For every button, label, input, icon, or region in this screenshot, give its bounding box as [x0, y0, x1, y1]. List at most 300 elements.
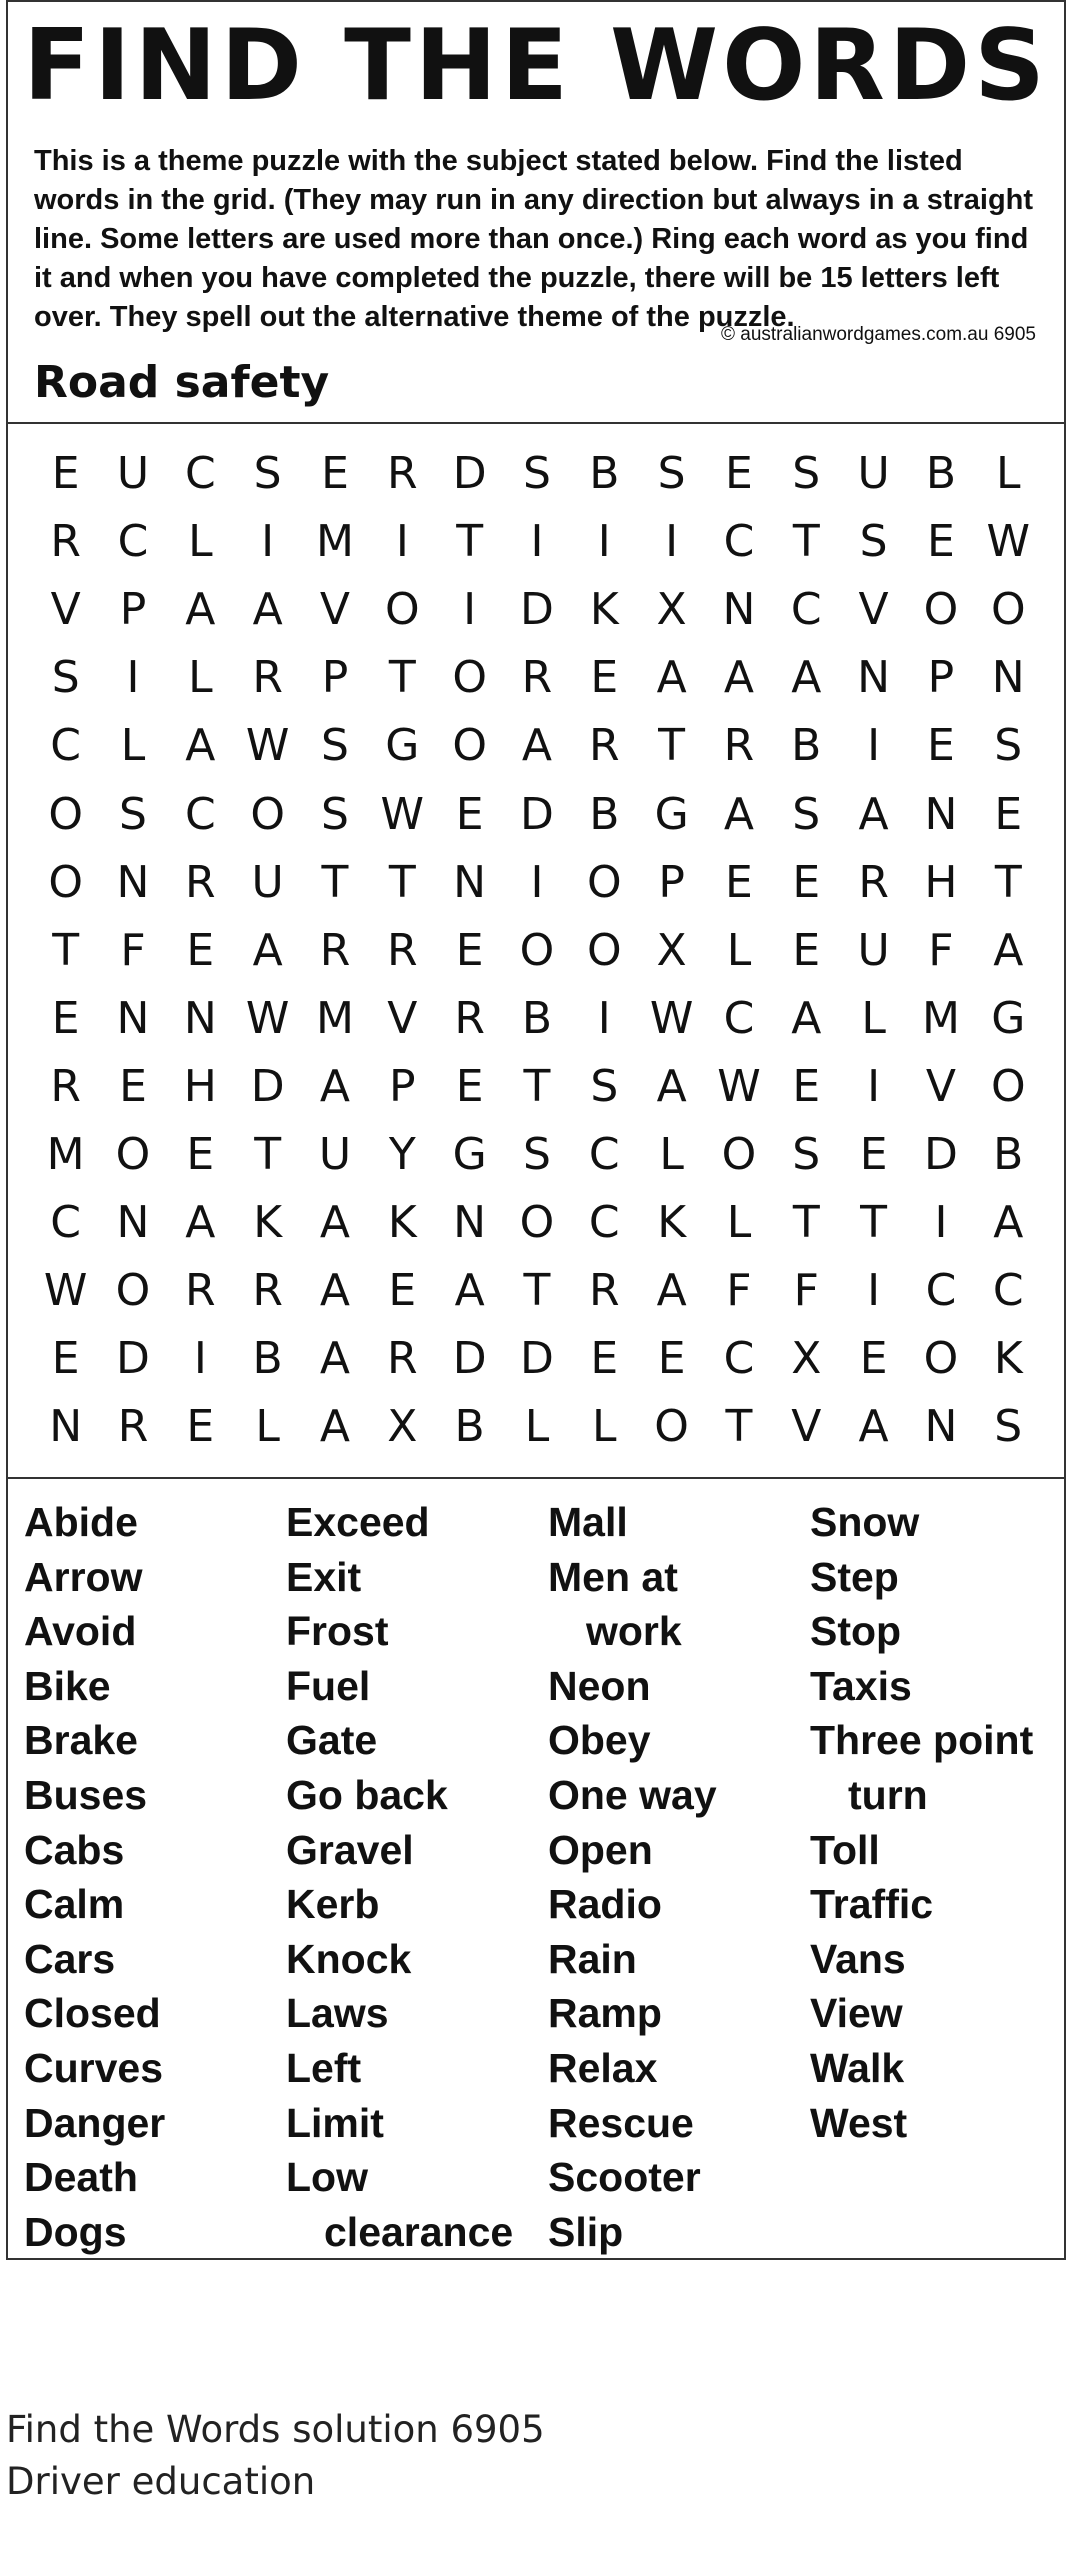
grid-letter[interactable]: U [251, 856, 284, 908]
grid-letter[interactable]: O [452, 720, 487, 772]
grid-letter[interactable]: W [43, 1265, 88, 1317]
grid-letter[interactable]: C [50, 1197, 82, 1249]
grid-letter[interactable]: E [186, 924, 215, 976]
grid-letter[interactable]: S [522, 1129, 551, 1180]
grid-letter[interactable]: S [253, 448, 282, 499]
grid-letter[interactable]: E [119, 1060, 147, 1112]
word-list-item: Buses [24, 1771, 148, 1818]
grid-letter[interactable]: L [188, 516, 213, 568]
puzzle-title: FIND THE WORDS [23, 9, 1049, 123]
grid-letter[interactable]: T [792, 1197, 820, 1249]
grid-letter[interactable]: D [116, 1333, 150, 1385]
grid-letter[interactable]: O [654, 1401, 689, 1453]
grid-letter[interactable]: B [589, 788, 620, 840]
word-list-item: turn [848, 1771, 928, 1818]
grid-letter[interactable]: N [722, 584, 756, 636]
grid-letter[interactable]: G [991, 992, 1026, 1044]
grid-letter[interactable]: C [723, 1333, 755, 1385]
grid-letter[interactable]: M [315, 992, 354, 1044]
grid-letter[interactable]: X [387, 1401, 418, 1453]
grid-letter[interactable]: T [388, 856, 416, 908]
grid-letter[interactable]: C [992, 1265, 1024, 1317]
grid-letter[interactable]: G [385, 720, 420, 772]
word-list-item: Three point [810, 1717, 1034, 1764]
grid-row [32, 644, 1042, 712]
grid-letter[interactable]: P [389, 1060, 416, 1112]
grid-letter[interactable]: S [792, 448, 821, 499]
grid-row [32, 1325, 1042, 1393]
grid-letter[interactable]: C [723, 516, 755, 568]
word-list-item: Avoid [24, 1608, 137, 1655]
grid-letter[interactable]: O [923, 584, 959, 636]
grid-letter[interactable]: G [654, 788, 689, 840]
grid-letter[interactable]: A [252, 584, 283, 636]
grid-letter[interactable]: R [589, 720, 620, 772]
word-list-item: Cars [24, 1935, 116, 1982]
grid-letter[interactable]: M [921, 992, 960, 1044]
word-list-item: Gravel [286, 1826, 414, 1873]
grid-letter[interactable]: S [119, 788, 147, 840]
grid-letter[interactable]: M [315, 516, 354, 568]
grid-letter[interactable]: V [858, 584, 889, 636]
grid-letter[interactable]: N [924, 1401, 958, 1453]
word-list-item: Slip [548, 2208, 624, 2255]
word-list-item: Dogs [24, 2208, 127, 2255]
grid-letter[interactable]: I [463, 584, 477, 636]
grid-letter[interactable]: R [185, 856, 216, 908]
word-list-item: Vans [810, 1935, 906, 1982]
grid-letter[interactable]: B [925, 448, 957, 499]
grid-letter[interactable]: V [925, 1060, 956, 1112]
word-list-item: Men at [548, 1553, 678, 1600]
grid-letter[interactable]: I [193, 1333, 207, 1385]
grid-letter[interactable]: E [792, 924, 821, 976]
grid-letter[interactable]: O [48, 788, 83, 840]
grid-letter[interactable]: T [860, 1197, 888, 1249]
word-list-item: Calm [24, 1881, 125, 1928]
grid-letter[interactable]: E [859, 1333, 888, 1385]
grid-letter[interactable]: A [319, 1197, 351, 1249]
grid-letter[interactable]: A [993, 924, 1024, 976]
grid-letter[interactable]: N [924, 788, 958, 840]
grid-letter[interactable]: T [321, 856, 349, 908]
grid-letter[interactable]: E [186, 1401, 215, 1453]
word-list-item: Exceed [286, 1499, 430, 1545]
grid-letter[interactable]: L [255, 1401, 280, 1453]
word-list-item: Stop [810, 1608, 902, 1655]
grid-letter[interactable]: D [452, 448, 487, 499]
grid-letter[interactable]: P [321, 652, 349, 704]
grid-letter[interactable]: Y [388, 1129, 416, 1180]
word-list-item: clearance [324, 2208, 514, 2255]
grid-letter[interactable]: S [994, 1401, 1023, 1453]
grid-letter[interactable]: T [523, 1265, 551, 1317]
grid-letter[interactable]: X [656, 584, 687, 636]
grid-letter[interactable]: C [588, 1197, 620, 1249]
word-list-item: One way [548, 1771, 717, 1818]
grid-letter[interactable]: B [454, 1401, 485, 1453]
word-list-item: Kerb [286, 1881, 380, 1928]
grid-letter[interactable]: T [725, 1401, 753, 1453]
grid-row [32, 917, 1042, 985]
grid-letter[interactable]: E [186, 1129, 215, 1180]
grid-letter[interactable]: K [993, 1333, 1023, 1385]
grid-letter[interactable]: A [521, 720, 553, 772]
grid-letter[interactable]: C [723, 992, 755, 1044]
grid-letter[interactable]: W [245, 720, 290, 772]
grid-letter[interactable]: A [319, 1401, 351, 1453]
grid-letter[interactable]: C [588, 1129, 620, 1180]
grid-letter[interactable]: A [791, 992, 822, 1044]
word-list-item: West [810, 2099, 908, 2146]
grid-letter[interactable]: A [656, 1265, 687, 1317]
grid-letter[interactable]: B [252, 1333, 283, 1385]
grid-letter[interactable]: T [523, 1060, 551, 1112]
grid-letter[interactable]: B [993, 1129, 1024, 1180]
grid-letter[interactable]: W [649, 992, 694, 1044]
grid-letter[interactable]: R [252, 1265, 283, 1317]
grid-letter[interactable]: S [522, 448, 551, 499]
solution-answer: Driver education [6, 2460, 316, 2503]
grid-letter[interactable]: E [859, 1129, 888, 1180]
grid-letter[interactable]: L [861, 992, 886, 1044]
grid-letter[interactable]: T [52, 924, 80, 976]
grid-letter[interactable]: A [252, 924, 283, 976]
grid-letter[interactable]: I [395, 516, 409, 568]
word-list-item: Taxis [810, 1662, 912, 1709]
grid-letter[interactable]: S [590, 1060, 619, 1112]
grid-letter[interactable]: T [994, 856, 1022, 908]
grid-letter[interactable]: E [455, 1060, 484, 1112]
grid-letter[interactable]: O [250, 788, 285, 840]
grid-letter[interactable]: D [520, 584, 554, 636]
grid-letter[interactable]: W [380, 788, 425, 840]
grid-letter[interactable]: O [586, 856, 622, 908]
grid-letter[interactable]: D [520, 1333, 554, 1385]
grid-letter[interactable]: B [589, 448, 620, 499]
grid-letter[interactable]: U [857, 924, 890, 976]
grid-letter[interactable]: U [857, 448, 890, 499]
grid-letter[interactable]: S [994, 720, 1023, 772]
grid-letter[interactable]: E [455, 788, 484, 840]
word-column [24, 1495, 286, 2259]
grid-letter[interactable]: L [996, 448, 1021, 499]
grid-letter[interactable]: C [925, 1265, 957, 1317]
grid-row [32, 985, 1042, 1053]
grid-letter[interactable]: N [116, 856, 150, 908]
word-list-item: Mall [548, 1499, 628, 1545]
word-list-item: Arrow [24, 1553, 143, 1600]
grid-letter[interactable]: X [791, 1333, 822, 1385]
grid-letter[interactable]: A [319, 1060, 351, 1112]
grid-letter[interactable]: S [321, 788, 349, 840]
grid-letter[interactable]: A [993, 1197, 1024, 1249]
grid-letter[interactable]: N [453, 856, 487, 908]
grid-letter[interactable]: H [924, 856, 958, 908]
word-list-item: Knock [286, 1935, 412, 1982]
grid-letter[interactable]: R [319, 924, 351, 976]
grid-letter[interactable]: N [49, 1401, 83, 1453]
grid-letter[interactable]: O [115, 1129, 151, 1180]
solution-footer [6, 2404, 545, 2508]
grid-letter[interactable]: A [319, 1333, 351, 1385]
grid-letter[interactable]: N [116, 992, 150, 1044]
grid-letter[interactable]: V [387, 992, 418, 1044]
grid-row [32, 1121, 1042, 1189]
grid-letter[interactable]: E [657, 1333, 686, 1385]
grid-letter[interactable]: F [120, 924, 146, 976]
grid-letter[interactable]: E [927, 516, 955, 568]
grid-letter[interactable]: W [717, 1060, 761, 1112]
grid-letter[interactable]: K [253, 1197, 283, 1249]
grid-letter[interactable]: O [115, 1265, 151, 1317]
word-list-item: Toll [810, 1826, 880, 1873]
grid-letter[interactable]: T [792, 516, 820, 568]
word-list-item: Exit [286, 1553, 362, 1600]
word-column [286, 1495, 548, 2259]
grid-row [32, 576, 1042, 644]
grid-letter[interactable]: S [859, 516, 888, 568]
grid-letter[interactable]: B [791, 720, 822, 772]
word-list-item: work [586, 1608, 682, 1655]
word-list-item: Frost [286, 1608, 389, 1655]
word-list-item: Neon [548, 1662, 651, 1709]
grid-letter[interactable]: R [185, 1265, 216, 1317]
grid-letter[interactable]: A [656, 1060, 687, 1112]
grid-letter[interactable]: T [388, 652, 416, 704]
grid-letter[interactable]: A [723, 788, 754, 840]
word-list-item: Death [24, 2154, 138, 2201]
word-list-item: Closed [24, 1990, 161, 2037]
grid-letter[interactable]: I [597, 992, 611, 1044]
grid-letter[interactable]: E [321, 448, 349, 499]
grid-letter[interactable]: A [185, 584, 216, 636]
grid-letter[interactable]: I [530, 856, 544, 908]
grid-letter[interactable]: T [254, 1129, 282, 1180]
grid-letter[interactable]: R [387, 448, 418, 499]
grid-letter[interactable]: A [723, 652, 754, 704]
grid-letter[interactable]: U [116, 448, 150, 499]
grid-letter[interactable]: N [453, 1197, 487, 1249]
word-list-item: Cabs [24, 1826, 125, 1873]
grid-letter[interactable]: L [726, 924, 752, 976]
grid-letter[interactable]: E [792, 1060, 821, 1112]
word-list-item: Relax [548, 2044, 658, 2091]
grid-letter[interactable]: E [51, 992, 80, 1044]
grid-letter[interactable]: N [857, 652, 891, 704]
word-column [548, 1495, 810, 2259]
grid-letter[interactable]: O [990, 584, 1026, 636]
puzzle-theme: Road safety [34, 357, 330, 408]
word-list-item: Scooter [548, 2154, 701, 2201]
word-list-item: Low [286, 2154, 368, 2201]
letter-grid [8, 424, 1064, 1479]
grid-letter[interactable]: D [250, 1060, 285, 1112]
grid-letter[interactable]: O [519, 924, 555, 976]
grid-letter[interactable]: K [657, 1197, 687, 1249]
grid-letter[interactable]: S [321, 720, 349, 772]
grid-letter[interactable]: C [50, 720, 82, 772]
grid-letter[interactable]: K [589, 584, 619, 636]
grid-letter[interactable]: O [519, 1197, 555, 1249]
grid-letter[interactable]: O [586, 924, 622, 976]
grid-letter[interactable]: E [792, 856, 821, 908]
grid-letter[interactable]: O [721, 1129, 757, 1180]
grid-letter[interactable]: D [520, 788, 554, 840]
grid-letter[interactable]: E [725, 448, 753, 499]
grid-letter[interactable]: E [927, 720, 955, 772]
grid-letter[interactable]: C [117, 516, 149, 568]
grid-letter[interactable]: V [319, 584, 351, 636]
grid-letter[interactable]: I [597, 516, 611, 568]
grid-letter[interactable]: R [117, 1401, 149, 1453]
grid-letter[interactable]: R [454, 992, 485, 1044]
grid-letter[interactable]: A [185, 720, 216, 772]
word-list-item: Abide [24, 1499, 138, 1545]
word-list-item: Open [548, 1826, 653, 1873]
grid-letter[interactable]: W [986, 516, 1031, 568]
grid-row [32, 1053, 1042, 1121]
grid-letter[interactable]: G [452, 1129, 487, 1180]
grid-letter[interactable]: S [51, 652, 80, 704]
word-list-item: Limit [286, 2099, 384, 2146]
grid-row [32, 712, 1042, 780]
word-list-item: Danger [24, 2099, 166, 2146]
grid-letter[interactable]: K [387, 1197, 417, 1249]
grid-letter[interactable]: S [657, 448, 686, 499]
grid-letter[interactable]: A [858, 1401, 889, 1453]
grid-letter[interactable]: C [184, 788, 216, 840]
grid-letter[interactable]: U [318, 1129, 352, 1180]
grid-letter[interactable]: R [50, 1060, 81, 1112]
word-list-item: Obey [548, 1717, 651, 1764]
grid-letter[interactable]: I [867, 1060, 881, 1112]
grid-letter[interactable]: N [116, 1197, 150, 1249]
grid-letter[interactable]: C [184, 448, 216, 499]
copyright-notice: © australianwordgames.com.au 6905 [720, 324, 1036, 345]
word-list [8, 1479, 1064, 2260]
grid-letter[interactable]: E [590, 652, 619, 704]
grid-letter[interactable]: I [665, 516, 679, 568]
grid-letter[interactable]: I [261, 516, 275, 568]
word-column [810, 1495, 1072, 2150]
word-list-item: Ramp [548, 1990, 662, 2037]
word-list-item: Rescue [548, 2099, 694, 2146]
grid-letter[interactable]: W [245, 992, 290, 1044]
grid-row [32, 849, 1042, 917]
grid-letter[interactable]: I [867, 720, 881, 772]
grid-letter[interactable]: R [723, 720, 755, 772]
grid-letter[interactable]: I [530, 516, 544, 568]
grid-letter[interactable]: F [793, 1265, 819, 1317]
grid-letter[interactable]: B [521, 992, 553, 1044]
word-list-item: Fuel [286, 1662, 371, 1709]
grid-letter[interactable]: V [50, 584, 81, 636]
grid-letter[interactable]: V [791, 1401, 822, 1453]
grid-letter[interactable]: A [319, 1265, 351, 1317]
word-list-item: Left [286, 2044, 362, 2091]
grid-letter[interactable]: I [867, 1265, 881, 1317]
grid-letter[interactable]: D [452, 1333, 487, 1385]
grid-letter[interactable]: O [384, 584, 420, 636]
grid-letter[interactable]: A [858, 788, 889, 840]
grid-letter[interactable]: I [934, 1197, 948, 1249]
grid-letter[interactable]: L [659, 1129, 684, 1180]
grid-letter[interactable]: L [120, 720, 146, 772]
word-list-item: Snow [810, 1499, 920, 1545]
grid-letter[interactable]: L [592, 1401, 617, 1453]
word-list-item: Walk [810, 2044, 905, 2091]
grid-letter[interactable]: A [791, 652, 822, 704]
grid-letter[interactable]: R [387, 924, 418, 976]
word-list-item: Rain [548, 1935, 637, 1982]
grid-row [32, 1189, 1042, 1257]
grid-letter[interactable]: L [524, 1401, 550, 1453]
grid-letter[interactable]: S [792, 1129, 821, 1180]
grid-letter[interactable]: O [48, 856, 83, 908]
grid-letter[interactable]: O [923, 1333, 959, 1385]
grid-letter[interactable]: H [183, 1060, 217, 1112]
grid-row [32, 1257, 1042, 1325]
grid-letter[interactable]: P [927, 652, 955, 704]
grid-letter[interactable]: P [658, 856, 685, 908]
grid-letter[interactable]: R [858, 856, 889, 908]
grid-letter[interactable]: F [726, 1265, 752, 1317]
grid-letter[interactable]: R [521, 652, 553, 704]
grid-letter[interactable]: E [994, 788, 1023, 840]
word-list-item: Curves [24, 2044, 164, 2091]
grid-letter[interactable]: C [790, 584, 822, 636]
grid-letter[interactable]: D [923, 1129, 958, 1180]
grid-letter[interactable]: A [454, 1265, 485, 1317]
grid-letter[interactable]: I [126, 652, 140, 704]
grid-letter[interactable]: E [590, 1333, 619, 1385]
grid-letter[interactable]: O [452, 652, 487, 704]
grid-row [32, 781, 1042, 849]
grid-letter[interactable]: P [119, 584, 147, 636]
word-list-item: Gate [286, 1717, 378, 1764]
grid-row [32, 1393, 1042, 1461]
grid-letter[interactable]: L [188, 652, 213, 704]
grid-letter[interactable]: T [456, 516, 484, 568]
grid-letter[interactable]: A [656, 652, 687, 704]
word-list-item: Go back [286, 1771, 448, 1818]
grid-letter[interactable]: R [589, 1265, 620, 1317]
grid-letter[interactable]: O [990, 1060, 1026, 1112]
grid-letter[interactable]: E [388, 1265, 417, 1317]
grid-letter[interactable]: L [726, 1197, 752, 1249]
grid-letter[interactable]: F [928, 924, 954, 976]
grid-letter[interactable]: A [185, 1197, 216, 1249]
grid-letter[interactable]: N [991, 652, 1025, 704]
grid-letter[interactable]: T [658, 720, 686, 772]
grid-letter[interactable]: R [50, 516, 81, 568]
grid-letter[interactable]: E [51, 448, 80, 499]
grid-letter[interactable]: E [725, 856, 753, 908]
grid-letter[interactable]: N [183, 992, 217, 1044]
grid-letter[interactable]: S [792, 788, 821, 840]
grid-letter[interactable]: E [51, 1333, 80, 1385]
grid-letter[interactable]: R [252, 652, 283, 704]
word-list-item: Brake [24, 1717, 138, 1764]
grid-letter[interactable]: R [387, 1333, 418, 1385]
solution-title: Find the Words solution 6905 [6, 2408, 545, 2451]
grid-letter[interactable]: X [656, 924, 687, 976]
word-list-item: View [810, 1990, 903, 2037]
word-list-item: Bike [24, 1662, 111, 1709]
grid-letter[interactable]: E [455, 924, 484, 976]
grid-letter[interactable]: M [46, 1129, 85, 1180]
